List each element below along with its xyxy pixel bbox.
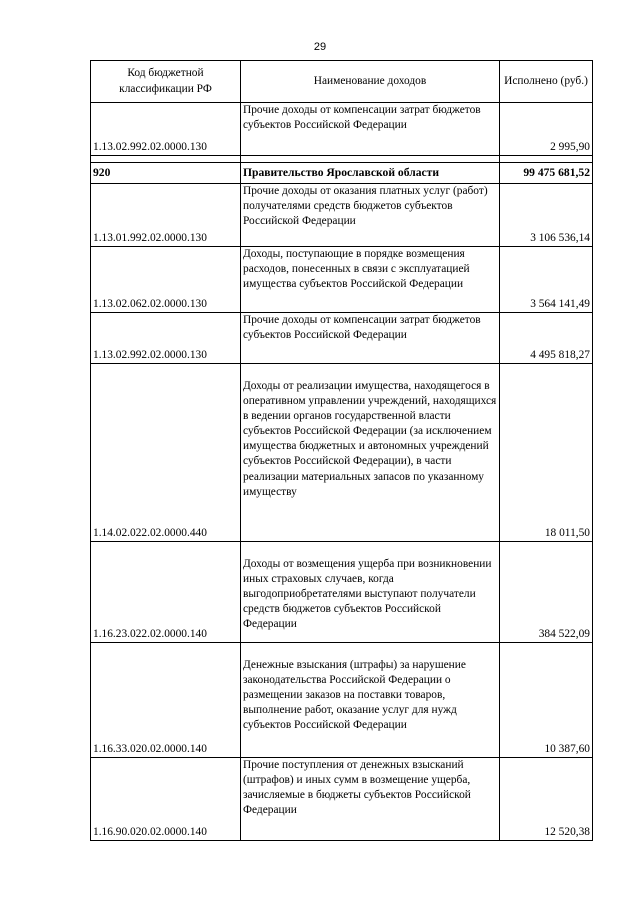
row-name [241, 542, 500, 643]
table-row [91, 184, 593, 247]
row-amount: 12 520,38 [500, 758, 593, 841]
table-row [91, 103, 593, 156]
table-row [91, 313, 593, 364]
row-code: 1.16.23.022.02.0000.140 [91, 542, 241, 643]
row-name-text: Доходы от возмещения ущерба при возникновении иных страховых случаев, когда выгодоприобретателями выступают получатели средств бюджетов субъектов Российской Федерации [243, 558, 492, 631]
header-code: Код бюджетной классификации РФ [91, 61, 241, 103]
group-amount: 99 475 681,52 [500, 163, 593, 184]
row-code: 1.13.02.992.02.0000.130 [91, 313, 241, 364]
row-code: 1.14.02.022.02.0000.440 [91, 364, 241, 542]
row-amount: 4 495 818,27 [500, 313, 593, 364]
row-name: Прочие доходы от компенсации затрат бюджетов субъектов Российской Федерации [241, 313, 500, 364]
page-number: 29 [313, 41, 327, 53]
row-name-text: Денежные взыскания (штрафы) за нарушение законодательства Российской Федерации о размещении заказов на поставки товаров, выполнение работ, оказание услуг для нужд субъектов Российской Федерации [243, 659, 466, 732]
row-amount: 2 995,90 [500, 103, 593, 156]
row-amount: 3 564 141,49 [500, 247, 593, 313]
row-amount: 10 387,60 [500, 643, 593, 758]
table-spacer [91, 156, 593, 163]
table-row [91, 542, 593, 643]
table-header-row [91, 61, 593, 103]
group-name: Правительство Ярославской области [241, 163, 500, 184]
row-amount: 384 522,09 [500, 542, 593, 643]
row-name: Доходы, поступающие в порядке возмещения расходов, понесенных в связи с эксплуатацией имущества субъектов Российской Федерации [241, 247, 500, 313]
table-row [91, 643, 593, 758]
row-name [241, 643, 500, 758]
row-code: 1.13.01.992.02.0000.130 [91, 184, 241, 247]
row-name: Прочие доходы от оказания платных услуг (работ) получателями средств бюджетов субъектов Российской Федерации [241, 184, 500, 247]
row-code: 1.16.33.020.02.0000.140 [91, 643, 241, 758]
row-name: Прочие поступления от денежных взысканий (штрафов) и иных сумм в возмещение ущерба, зачисляемые в бюджеты субъектов Российской Федерации [241, 758, 500, 841]
row-name [241, 364, 500, 542]
revenue-table [90, 60, 593, 841]
header-name: Наименование доходов [241, 61, 500, 103]
row-code: 1.13.02.062.02.0000.130 [91, 247, 241, 313]
table-row [91, 364, 593, 542]
table-row [91, 758, 593, 841]
row-amount: 18 011,50 [500, 364, 593, 542]
row-name: Прочие доходы от компенсации затрат бюджетов субъектов Российской Федерации [241, 103, 500, 156]
row-code: 1.13.02.992.02.0000.130 [91, 103, 241, 156]
row-amount: 3 106 536,14 [500, 184, 593, 247]
table-row-group [91, 163, 593, 184]
row-code: 1.16.90.020.02.0000.140 [91, 758, 241, 841]
group-code: 920 [91, 163, 241, 184]
header-amount: Исполнено (руб.) [500, 61, 593, 103]
row-name-text: Доходы от реализации имущества, находящегося в оперативном управлении учреждений, находящихся в ведении органов государственной власти субъектов Российской Федерации (за исключением имущества бюджетных и автономных учреждений субъектов Российской Федерации), в части реализации материальных запасов по указанному имуществу [243, 380, 497, 498]
table-row [91, 247, 593, 313]
